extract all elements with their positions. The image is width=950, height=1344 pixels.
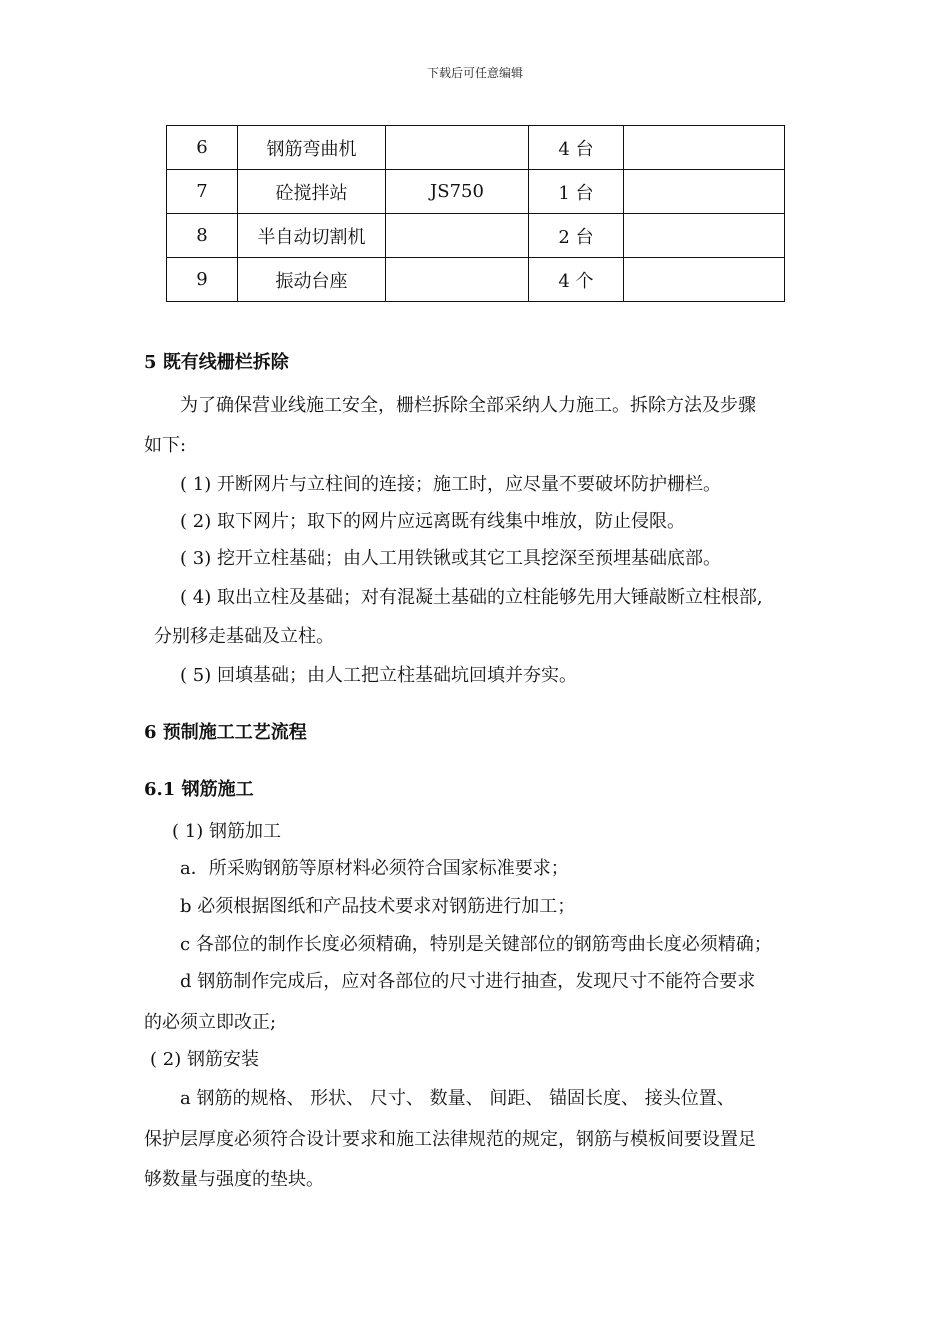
item1-title: ( 1) 钢筋加工 [172,821,281,842]
section5-heading: 5 既有线栅栏拆除 [144,352,289,373]
equipment-quantity: 1 台 [529,170,624,214]
page-header-note: 下载后可任意编辑 [426,66,523,80]
item1-a: a．所采购钢筋等原材料必须符合国家标准要求； [180,858,569,879]
equipment-remark [624,170,785,214]
step-3: ( 3) 挖开立柱基础；由人工用铁锹或其它工具挖深至预埋基础底部。 [180,548,721,569]
row-number: 7 [167,170,238,214]
item1-d-line1: d 钢筋制作完成后，应对各部位的尺寸进行抽查，发现尺寸不能符合要求 [180,971,756,992]
equipment-model [386,214,529,258]
row-number: 8 [167,214,238,258]
item1-d-line2: 的必须立即改正; [144,1012,277,1033]
item1-b: b 必须根据图纸和产品技术要求对钢筋进行加工； [180,896,576,917]
table-row [167,214,785,258]
equipment-quantity: 4 个 [529,258,624,302]
item1-c: c 各部位的制作长度必须精确，特别是关键部位的钢筋弯曲长度必须精确； [180,934,772,955]
table-row [167,258,785,302]
equipment-remark [624,214,785,258]
equipment-model [386,258,529,302]
equipment-name: 砼搅拌站 [238,170,386,214]
item2-a-line2: 保护层厚度必须符合设计要求和施工法律规范的规定，钢筋与模板间要设置足 [144,1129,756,1150]
equipment-name: 振动台座 [238,258,386,302]
equipment-name: 半自动切割机 [238,214,386,258]
section5-intro-line1: 为了确保营业线施工安全，栅栏拆除全部采纳人力施工。拆除方法及步骤 [180,395,756,416]
equipment-remark [624,258,785,302]
section5-intro-line2: 如下: [144,435,187,456]
section6-heading: 6 预制施工工艺流程 [144,722,307,743]
step-4-line2: 分别移走基础及立柱。 [154,626,334,647]
item2-a-line1: a 钢筋的规格、 形状、 尺寸、 数量、 间距、 锚固长度、 接头位置、 [180,1088,735,1109]
item2-a-line3: 够数量与强度的垫块。 [144,1169,324,1190]
step-1: ( 1) 开断网片与立柱间的连接；施工时，应尽量不要破坏防护栅栏。 [180,474,721,495]
equipment-name: 钢筋弯曲机 [238,126,386,170]
equipment-table [166,125,785,302]
item2-title: ( 2) 钢筋安装 [150,1049,259,1070]
equipment-remark [624,126,785,170]
table-row [167,170,785,214]
step-2: ( 2) 取下网片；取下的网片应远离既有线集中堆放，防止侵限。 [180,511,685,532]
row-number: 6 [167,126,238,170]
table-row [167,126,785,170]
equipment-quantity: 4 台 [529,126,624,170]
equipment-model [386,126,529,170]
step-4-line1: ( 4) 取出立柱及基础；对有混凝土基础的立柱能够先用大锤敲断立柱根部, [180,587,763,608]
section6-1-heading: 6.1 钢筋施工 [144,779,254,800]
equipment-model: JS750 [386,170,529,214]
row-number: 9 [167,258,238,302]
equipment-quantity: 2 台 [529,214,624,258]
step-5: ( 5) 回填基础；由人工把立柱基础坑回填并夯实。 [180,665,577,686]
